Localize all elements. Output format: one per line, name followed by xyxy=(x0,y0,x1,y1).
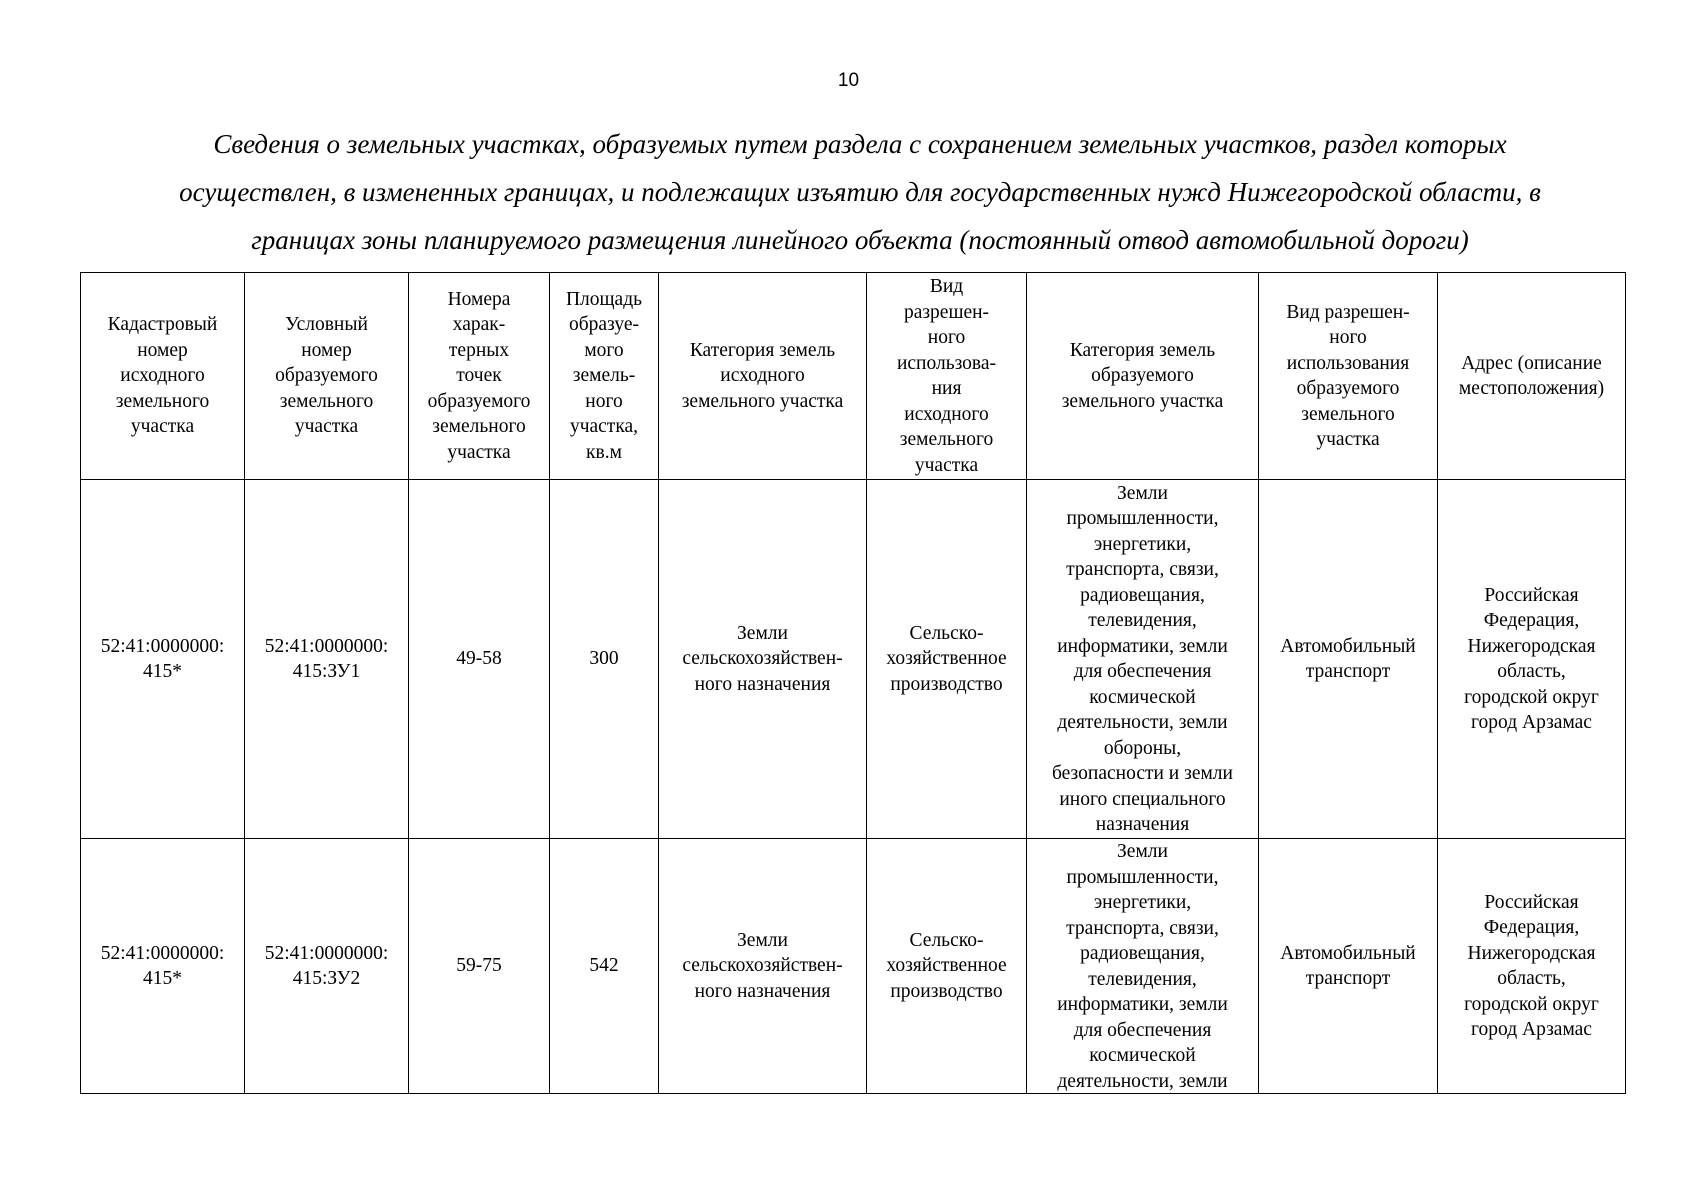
cell-source-cadastral: 52:41:0000000: 415* xyxy=(81,839,245,1094)
cell-area: 300 xyxy=(550,480,659,839)
cell-source-category: Земли сельскохозяйствен- ного назначения xyxy=(659,839,867,1094)
table-row xyxy=(81,480,1626,839)
cell-address: Российская Федерация, Нижегородская область, городской округ город Арзамас xyxy=(1438,839,1626,1094)
header-source-category: Категория земель исходного земельного участка xyxy=(659,273,867,480)
header-source-cadastral: Кадастровый номер исходного земельного участка xyxy=(81,273,245,480)
cell-address: Российская Федерация, Нижегородская область, городской округ город Арзамас xyxy=(1438,480,1626,839)
cell-source-category: Земли сельскохозяйствен- ного назначения xyxy=(659,480,867,839)
cell-source-use: Сельско- хозяйственное производство xyxy=(867,839,1027,1094)
title-line-3: границах зоны планируемого размещения линейного объекта (постоянный отвод автомобильной дороги) xyxy=(251,225,1469,255)
header-area: Площадь образуе- мого земель- ного участка, кв.м xyxy=(550,273,659,480)
page-number: 10 xyxy=(837,70,860,91)
table-row xyxy=(81,839,1626,1094)
land-plots-table xyxy=(80,272,1626,1094)
cell-source-cadastral: 52:41:0000000: 415* xyxy=(81,480,245,839)
cell-new-use: Автомобильный транспорт xyxy=(1259,480,1438,839)
cell-new-number: 52:41:0000000: 415:ЗУ2 xyxy=(245,839,409,1094)
cell-points: 59-75 xyxy=(409,839,550,1094)
document-title xyxy=(110,120,1610,264)
header-new-number: Условный номер образуемого земельного участка xyxy=(245,273,409,480)
cell-new-category: Земли промышленности, энергетики, транспорта, связи, радиовещания, телевидения, информатики, земли для обеспечения космической деятельности, земли обороны, безопасности и земли иного специального назначения xyxy=(1027,480,1259,839)
cell-new-category-text: Земли промышленности, энергетики, транспорта, связи, радиовещания, телевидения, информатики, земли для обеспечения космической деятельности, земли xyxy=(1057,841,1228,1092)
cell-points: 49-58 xyxy=(409,480,550,839)
header-address: Адрес (описание местоположения) xyxy=(1438,273,1626,480)
cell-source-use: Сельско- хозяйственное производство xyxy=(867,480,1027,839)
title-line-2: осуществлен, в измененных границах, и подлежащих изъятию для государственных нужд Нижегородской области, в xyxy=(179,177,1541,207)
header-new-use: Вид разрешен- ного использования образуемого земельного участка xyxy=(1259,273,1438,480)
cell-new-category xyxy=(1027,839,1259,1094)
header-new-category: Категория земель образуемого земельного участка xyxy=(1027,273,1259,480)
cell-new-use: Автомобильный транспорт xyxy=(1259,839,1438,1094)
table-header-row xyxy=(81,273,1626,480)
title-line-1: Сведения о земельных участках, образуемых путем раздела с сохранением земельных участков, раздел которых xyxy=(213,129,1507,159)
cell-new-number: 52:41:0000000: 415:ЗУ1 xyxy=(245,480,409,839)
header-points: Номера харак- терных точек образуемого земельного участка xyxy=(409,273,550,480)
cell-area: 542 xyxy=(550,839,659,1094)
header-source-use: Вид разрешен- ного использова- ния исходного земельного участка xyxy=(867,273,1027,480)
